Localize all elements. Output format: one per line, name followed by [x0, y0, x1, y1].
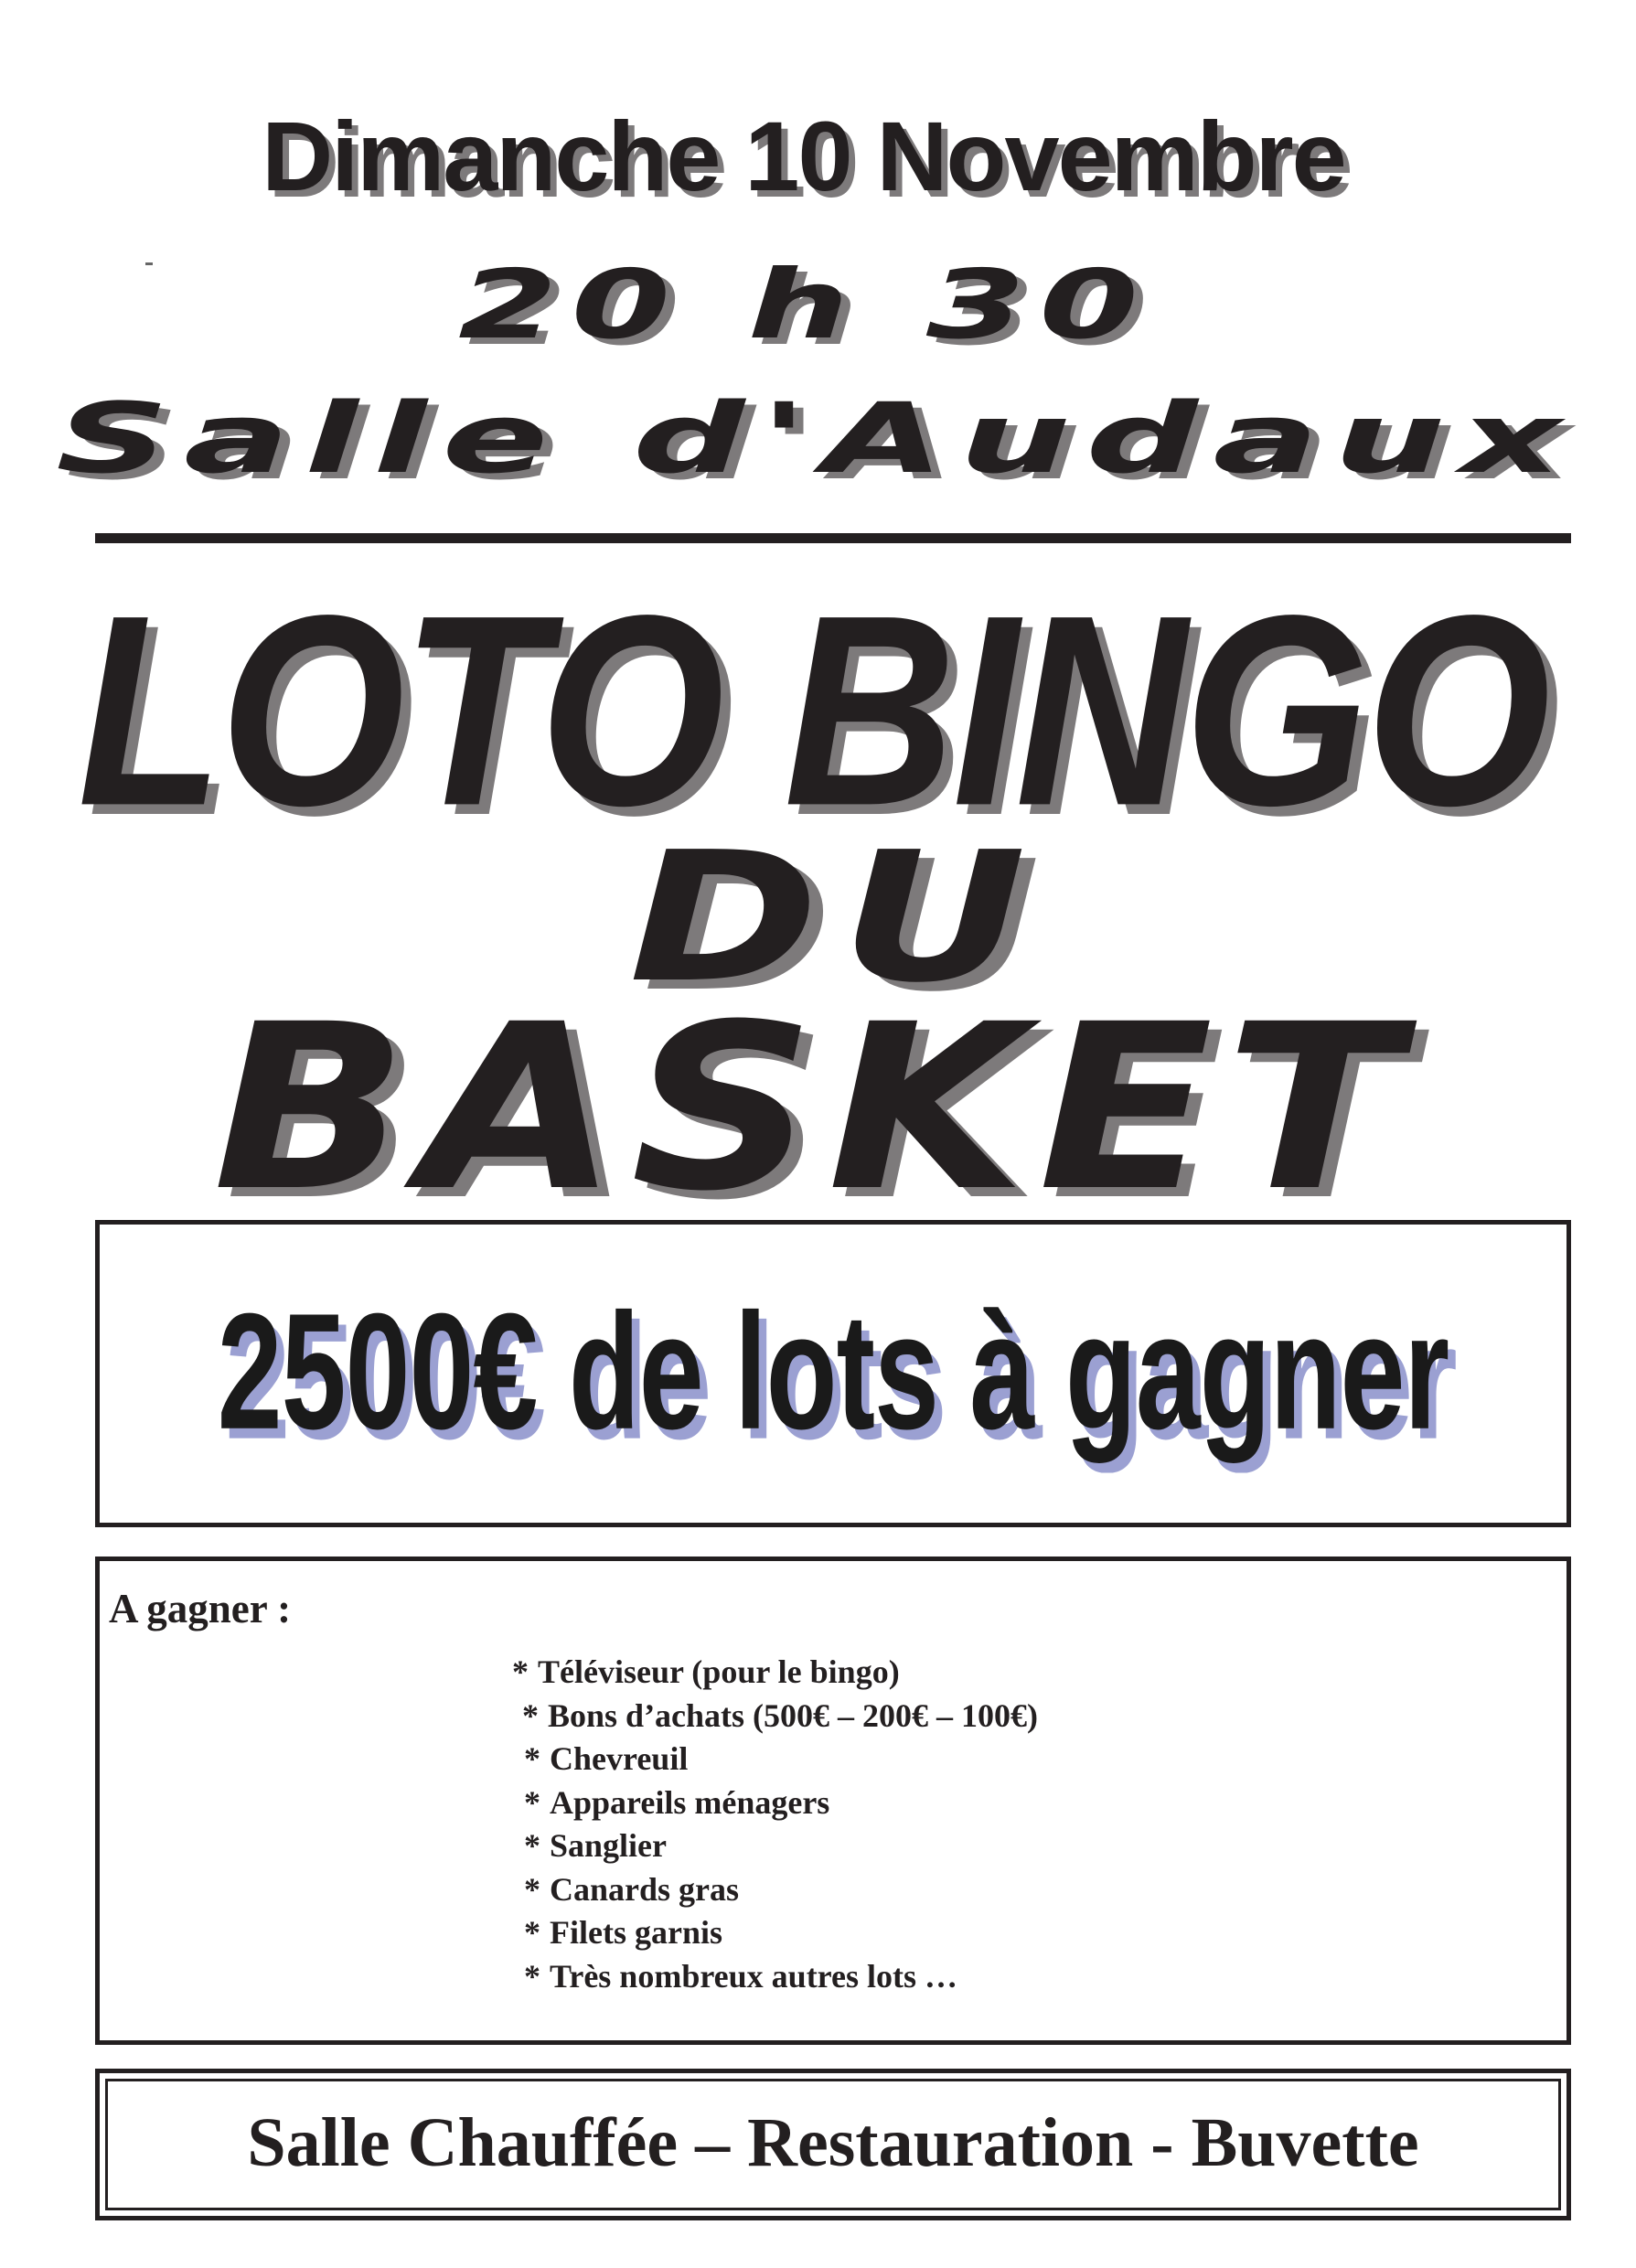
prizes-list-box [95, 1557, 1571, 2045]
title-loto-bingo: LOTO BINGO [77, 560, 1548, 862]
prize-item-label: Chevreuil [550, 1740, 689, 1777]
prize-total-text: 2500€ de lots à gagner [217, 1279, 1449, 1464]
prize-item [524, 1824, 1038, 1868]
bullet-asterisk: * [524, 1914, 540, 1951]
event-time: 20 h 30 [458, 249, 1152, 360]
bullet-asterisk: * [524, 1827, 540, 1864]
amenities-text: Salle Chauffée – Restauration - Buvette [247, 2104, 1419, 2181]
bullet-asterisk: * [522, 1696, 539, 1734]
title-basket: BASKET [212, 975, 1413, 1241]
prize-total-box [95, 1220, 1571, 1527]
prize-item-label: Très nombreux autres lots … [550, 1957, 957, 1995]
prize-item [524, 1911, 1038, 1955]
bullet-asterisk: * [524, 1740, 540, 1777]
horizontal-rule [95, 533, 1571, 543]
prize-item [524, 1955, 1038, 1999]
amenities-box [95, 2069, 1571, 2220]
prize-item [522, 1695, 1038, 1738]
prize-item-label: Téléviseur (pour le bingo) [538, 1653, 900, 1690]
bullet-asterisk: * [524, 1957, 540, 1995]
bullet-asterisk: * [524, 1783, 540, 1821]
amenities-inner-frame [105, 2079, 1561, 2210]
prize-item [524, 1738, 1038, 1781]
prizes-list [512, 1651, 1039, 1998]
title-du: DU [628, 814, 1048, 1022]
event-venue: Salle d'Audaux [56, 382, 1577, 495]
prize-item [524, 1781, 1038, 1825]
prize-item-label: Filets garnis [550, 1914, 722, 1951]
bullet-asterisk: * [512, 1653, 529, 1690]
prize-item-label: Sanglier [550, 1827, 668, 1864]
prize-item [512, 1651, 1038, 1695]
prize-item-label: Bons d’achats (500€ – 200€ – 100€) [548, 1696, 1039, 1734]
bullet-asterisk: * [524, 1870, 540, 1908]
prizes-heading: A gagner : [109, 1586, 292, 1631]
prize-item-label: Appareils ménagers [550, 1783, 830, 1821]
prize-item [524, 1868, 1038, 1912]
event-date: Dimanche 10 Novembre [262, 101, 1345, 211]
prize-item-label: Canards gras [550, 1870, 740, 1908]
